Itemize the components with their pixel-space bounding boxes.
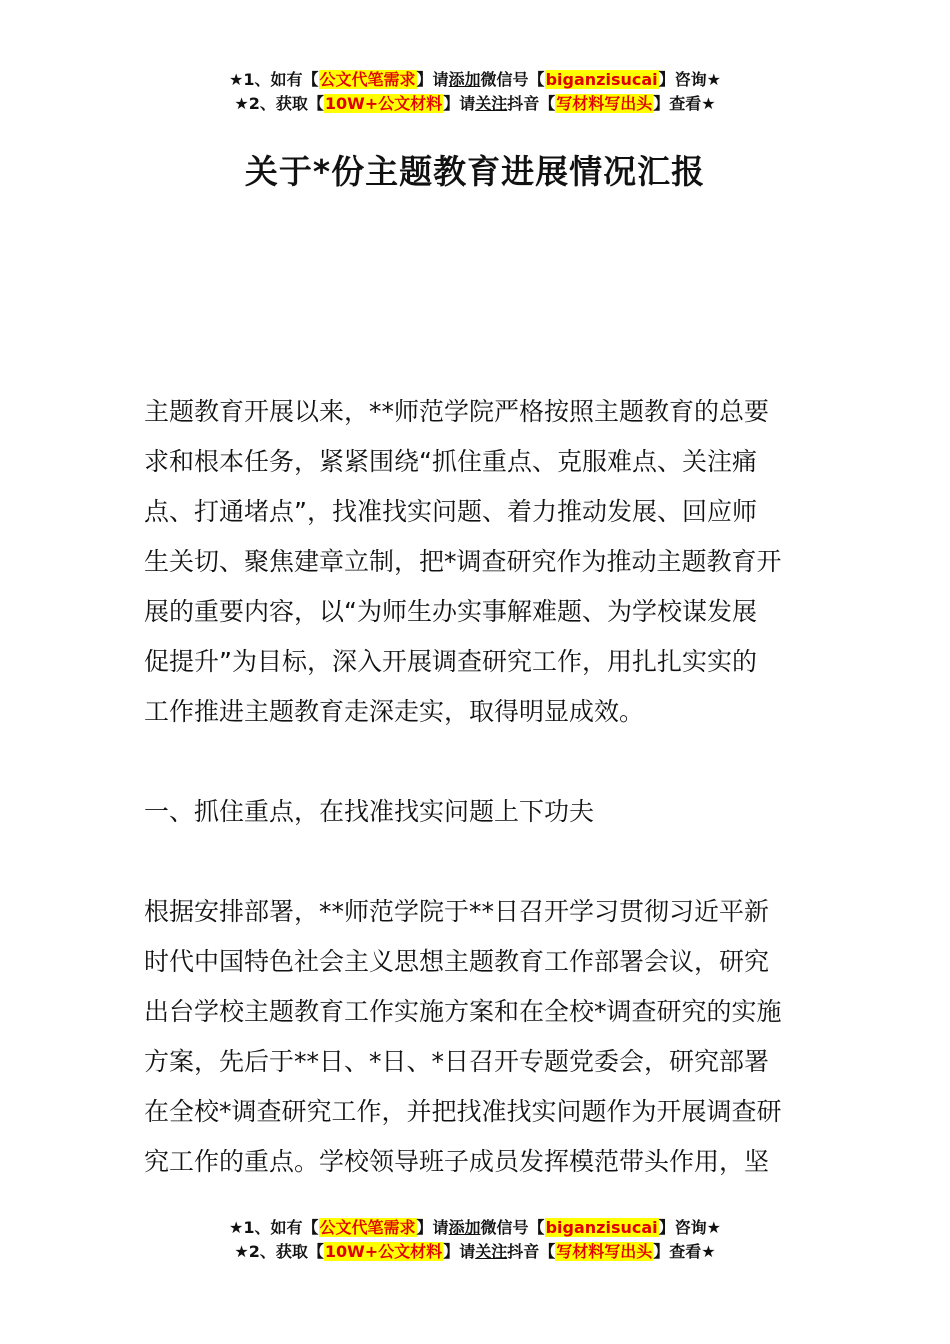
promo-douyin-account: 写材料写出头 — [556, 1242, 653, 1261]
promo-text: 】查看★ — [653, 1242, 716, 1261]
promo-underlined-text: 关注 — [475, 94, 508, 113]
promo-highlight: 10W+公文材料 — [324, 1242, 443, 1261]
paragraph-line: 根据安排部署，**师范学院于**日召开学习贯彻习近平新 — [144, 897, 770, 926]
paragraph-line: 促提升”为目标，深入开展调查研究工作，用扎扎实实的 — [144, 647, 757, 676]
promo-text: 微信号【 — [480, 70, 545, 89]
promo-text: 】咨询★ — [658, 70, 721, 89]
promo-wechat-id: biganzisucai — [545, 70, 658, 89]
paragraph-line: 工作推进主题教育走深走实，取得明显成效。 — [144, 697, 645, 726]
paragraph-line: 究工作的重点。学校领导班子成员发挥模范带头作用，坚 — [144, 1147, 770, 1176]
promo-line-2 — [0, 92, 950, 116]
promo-wechat-id: biganzisucai — [545, 1218, 658, 1237]
promo-text: ★2、获取【 — [234, 1242, 324, 1261]
paragraph-line: 时代中国特色社会主义思想主题教育工作部署会议，研究 — [144, 947, 770, 976]
promo-highlight: 公文代笔需求 — [319, 1218, 416, 1237]
promo-line-1 — [0, 1216, 950, 1240]
promo-underlined-text: 添加 — [448, 70, 481, 89]
promo-highlight: 公文代笔需求 — [319, 70, 416, 89]
promo-line-1 — [0, 68, 950, 92]
document-body — [144, 387, 808, 1187]
promo-highlight: 10W+公文材料 — [324, 94, 443, 113]
paragraph-line: 在全校*调查研究工作，并把找准找实问题作为开展调查研 — [144, 1097, 782, 1126]
footer-promo-banner — [0, 1216, 950, 1264]
header-promo-banner — [0, 68, 950, 116]
paragraph-spacer — [144, 737, 808, 787]
paragraph-line: 方案，先后于**日、*日、*日召开专题党委会，研究部署 — [144, 1047, 770, 1076]
section-heading: 一、抓住重点，在找准找实问题上下功夫 — [144, 797, 595, 826]
paragraph-line: 求和根本任务，紧紧围绕“抓住重点、克服难点、关注痛 — [144, 447, 757, 476]
promo-text: 抖音【 — [507, 94, 556, 113]
promo-text: 】查看★ — [653, 94, 716, 113]
promo-text: 微信号【 — [480, 1218, 545, 1237]
document-title: 关于*份主题教育进展情况汇报 — [244, 152, 706, 191]
paragraph-line: 点、打通堵点”，找准找实问题、着力推动发展、回应师 — [144, 497, 757, 526]
promo-line-2 — [0, 1240, 950, 1264]
promo-text: 】请 — [416, 1218, 449, 1237]
promo-underlined-text: 添加 — [448, 1218, 481, 1237]
promo-text: 】请 — [416, 70, 449, 89]
paragraph-line: 生关切、聚焦建章立制，把*调查研究作为推动主题教育开 — [144, 547, 782, 576]
promo-douyin-account: 写材料写出头 — [556, 94, 653, 113]
promo-text: 】请 — [443, 1242, 476, 1261]
paragraph-line: 出台学校主题教育工作实施方案和在全校*调查研究的实施 — [144, 997, 782, 1026]
paragraph-line: 主题教育开展以来，**师范学院严格按照主题教育的总要 — [144, 397, 770, 426]
promo-text: 】请 — [443, 94, 476, 113]
promo-text: ★1、如有【 — [229, 70, 319, 89]
promo-text: 】咨询★ — [658, 1218, 721, 1237]
promo-text: ★2、获取【 — [234, 94, 324, 113]
promo-underlined-text: 关注 — [475, 1242, 508, 1261]
paragraph-spacer — [144, 837, 808, 887]
promo-text: 抖音【 — [507, 1242, 556, 1261]
promo-text: ★1、如有【 — [229, 1218, 319, 1237]
paragraph-line: 展的重要内容，以“为师生办实事解难题、为学校谋发展 — [144, 597, 757, 626]
